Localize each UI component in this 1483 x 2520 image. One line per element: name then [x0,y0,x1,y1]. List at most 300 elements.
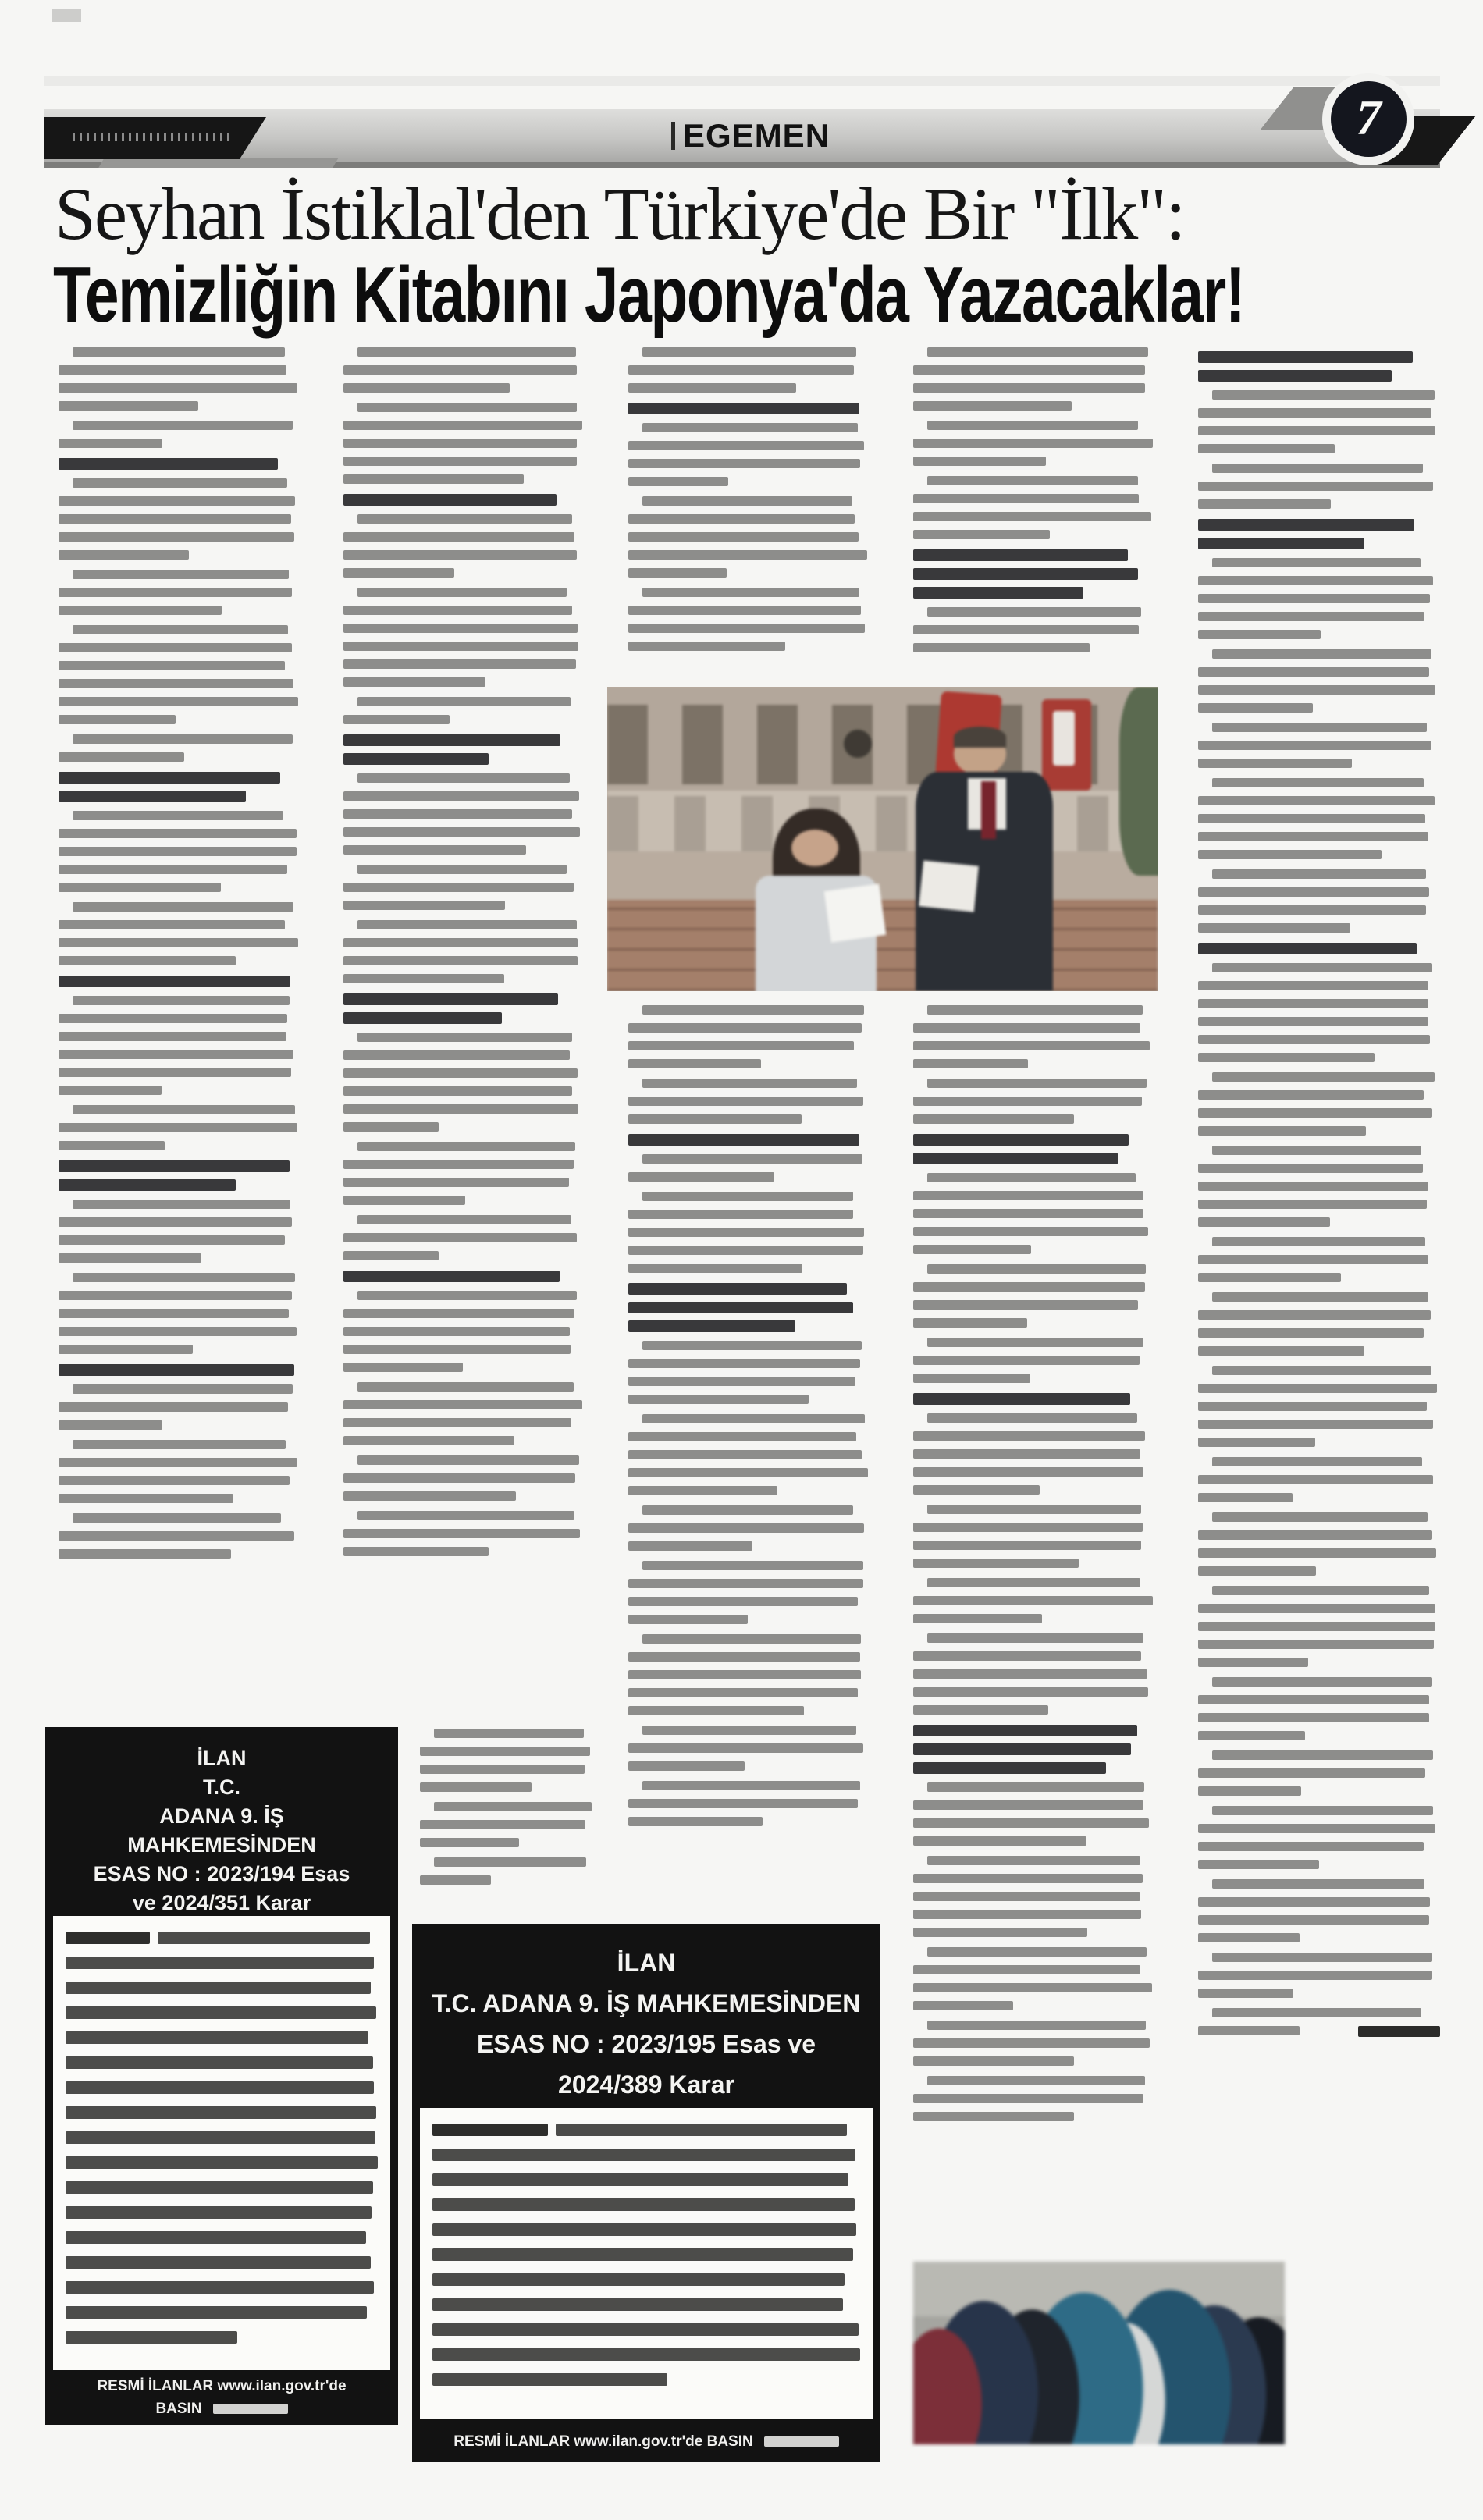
paragraph-block [913,1505,1155,1568]
author-signature [1358,2026,1440,2037]
text-line [343,439,577,448]
text-line [628,1450,862,1459]
notice-1-title [45,1727,398,1918]
text-line [73,347,285,357]
text-line [913,1743,1131,1755]
text-line [1198,1971,1432,1980]
text-line [59,383,297,393]
text-line [913,1300,1138,1310]
text-line [59,606,222,615]
text-line [59,1327,297,1336]
text-line [642,1154,862,1164]
text-line [642,1561,863,1570]
notice-2-body [420,2108,873,2419]
paragraph-block [343,1291,585,1372]
text-line [628,365,854,375]
notice-text-fragment [432,2273,845,2286]
text-line [1212,1586,1429,1595]
paragraph-block [628,1726,870,1771]
text-line [59,1160,290,1172]
notice-text-line [432,2273,860,2286]
paragraph-block [628,1414,870,1495]
text-line [59,1086,162,1095]
signature-line [1198,2026,1440,2035]
text-line [1198,814,1425,823]
text-line [1198,685,1435,695]
text-line [913,2038,1150,2048]
notice-text-line [66,2056,378,2069]
text-line [59,976,290,987]
notice-text-fragment [66,2081,374,2094]
text-line [1198,1475,1433,1484]
notice-text-fragment [66,1982,371,1994]
legal-notice-2 [412,1924,880,2462]
text-line [343,883,574,892]
text-line [59,1549,231,1559]
text-line [1212,963,1432,972]
paragraph-block [343,734,585,765]
paragraph-block [628,1341,870,1404]
date-banner-text-blur [73,133,229,141]
text-line [628,1246,863,1255]
text-line [343,532,574,542]
notice-footer-text: BASIN [155,2401,202,2417]
text-line [343,753,489,765]
text-line [913,1153,1118,1164]
text-line [1212,1072,1435,1082]
paragraph-block [59,976,301,987]
text-line [357,1215,571,1224]
text-line [420,1838,519,1847]
text-line [1198,1017,1428,1026]
notice-text-line [66,2256,378,2269]
paragraph-block [913,1173,1155,1254]
notice-text-fragment [66,2256,371,2269]
text-line [59,514,291,524]
text-line [913,549,1128,561]
text-line [642,1079,857,1088]
text-line [420,1875,491,1885]
article-column-4-lower [913,1005,1155,2131]
text-line [913,1541,1141,1550]
notice-text-fragment [66,2206,372,2219]
text-line [1212,1292,1428,1302]
text-line [357,1455,579,1465]
text-line [1198,1731,1305,1740]
text-line [913,1023,1140,1033]
text-line [59,1494,233,1503]
text-line [343,457,577,466]
notice-text-line [66,1932,378,1944]
notice-text-line [66,2131,378,2144]
text-line [1198,1604,1435,1613]
text-line [628,1468,868,1477]
text-line [1212,390,1435,400]
paragraph-block [628,423,870,486]
paragraph-block [343,1271,585,1282]
text-line [343,1122,439,1132]
text-line [913,1282,1145,1292]
text-line [1198,1090,1424,1100]
paragraph-block [420,1857,593,1885]
paragraph-block [343,1033,585,1132]
text-line [1212,778,1424,787]
text-line [1198,1824,1435,1833]
paragraph-block [913,347,1155,411]
text-line [628,624,865,633]
text-line [628,1688,858,1697]
notice-title-line: 2024/389 Karar [558,2070,734,2099]
paragraph-block [1198,1879,1440,1942]
text-line [642,1005,864,1015]
text-line [357,1033,572,1042]
text-line [1198,1860,1319,1869]
text-line [73,1384,293,1394]
text-line [642,496,852,506]
paragraph-block [1198,1750,1440,1796]
text-line [343,677,485,687]
paragraph-block [59,734,301,762]
text-line [1212,1457,1422,1466]
paragraph-block [343,1142,585,1205]
notice-footer-text: RESMİ İLANLAR www.ilan.gov.tr'de [97,2378,347,2394]
text-line [1198,1842,1424,1851]
paragraph-block [59,347,301,411]
text-line [343,1547,489,1556]
text-line [913,439,1153,448]
text-line [343,1178,569,1187]
text-line [343,550,577,560]
text-line [628,550,867,560]
notice-footer-number-blur [764,2436,839,2447]
text-line [343,1400,582,1409]
text-line [628,1172,774,1182]
text-line [628,383,796,393]
text-line [343,474,524,484]
text-line [59,365,286,375]
text-line [59,1217,292,1227]
text-line [343,845,526,855]
text-line [59,1458,297,1467]
paragraph-block [913,1633,1155,1715]
text-line [59,1179,236,1191]
text-line [343,568,454,578]
paragraph-block [420,1802,593,1847]
text-line [73,996,290,1005]
text-line [628,1302,853,1313]
notice-text-line [66,2231,378,2244]
text-line [1198,1786,1301,1796]
text-line [343,1473,575,1483]
text-line [927,1633,1143,1643]
paragraph-block [1198,558,1440,639]
text-line [73,811,283,820]
notice-text-line [66,2181,378,2194]
text-line [59,847,297,856]
paragraph-block [1198,649,1440,713]
text-line [913,1318,1027,1328]
paragraph-block [628,1079,870,1124]
text-line [913,1431,1145,1441]
paragraph-block [628,403,870,414]
paragraph-block [913,421,1155,466]
article-column-2-lower [420,1729,593,1895]
text-line [628,1114,802,1124]
text-line [1198,1768,1425,1778]
notice-footer-line [453,2432,838,2451]
text-line [628,1023,862,1033]
text-line [1198,538,1364,549]
students-and-principal-photo [607,687,1158,991]
article-column-1 [59,347,301,1569]
text-line [1198,943,1417,954]
text-line [913,1559,1079,1568]
text-line [628,514,855,524]
paragraph-block [59,478,301,560]
text-line [1198,1713,1429,1722]
text-line [628,1670,861,1679]
text-line [642,1726,856,1735]
text-line [59,938,298,947]
text-line [913,1892,1140,1901]
notice-title-line: İLAN [617,1949,676,1977]
text-line [343,1104,578,1114]
text-line [59,791,246,802]
text-line [73,570,289,579]
text-line [1212,1806,1433,1815]
text-line [913,1449,1140,1459]
text-line [343,642,578,651]
text-line [628,1395,809,1404]
text-line [59,550,189,560]
text-line [642,423,858,432]
text-line [343,1251,439,1260]
text-line [1198,981,1428,990]
notice-title-line: ADANA 9. İŞ [159,1804,284,1828]
text-line [1212,1366,1431,1375]
text-line [59,829,297,838]
text-line [1198,1126,1366,1136]
text-line [434,1729,584,1738]
text-line [343,421,582,430]
paragraph-block [59,1160,301,1191]
text-line [420,1765,585,1774]
text-line [357,773,570,783]
paragraph-block [913,1264,1155,1328]
text-line-fragment [1198,2026,1300,2035]
paragraph-block [59,1440,301,1503]
corner-mark [52,9,81,22]
notice-text-fragment [556,2124,847,2136]
notice-text-fragment [432,2173,848,2186]
text-line [1198,923,1350,933]
text-line [913,587,1083,599]
text-line [1198,1053,1375,1062]
text-line [913,1467,1143,1477]
text-line [1198,408,1431,418]
paragraph-block [59,570,301,615]
paragraph-block [59,625,301,724]
text-line [73,1273,295,1282]
text-line [343,809,572,819]
text-line [913,643,1090,652]
text-line [1198,741,1431,750]
text-line [628,1706,804,1715]
notice-text-fragment [432,2149,855,2161]
paragraph-block [1198,1072,1440,1136]
paragraph-block [343,1382,585,1445]
text-line [343,383,510,393]
notice-text-fragment [432,2373,667,2386]
text-line [1198,630,1321,639]
text-line [343,715,450,724]
paragraph-block [628,1283,870,1332]
text-line [913,1800,1143,1810]
article-column-2 [343,347,585,1566]
paragraph-block [628,1505,870,1551]
text-line [628,642,785,651]
text-line [1212,869,1426,879]
text-line [343,1012,502,1024]
text-line [59,1253,201,1263]
notice-text-line [432,2223,860,2236]
text-line [913,401,1072,411]
text-line [628,1432,856,1441]
text-line [927,2076,1145,2085]
notice-text-line [432,2248,860,2261]
paragraph-block [343,347,585,393]
paragraph-block [913,1338,1155,1383]
text-line [913,568,1138,580]
paragraph-block [420,1729,593,1792]
text-line [642,1192,853,1201]
text-line [1212,2008,1421,2017]
text-line [59,1050,293,1059]
text-line [59,697,298,706]
text-line [1212,1237,1425,1246]
text-line [628,1320,795,1332]
text-line [927,1782,1144,1792]
paragraph-block [913,1413,1155,1495]
paragraph-block [343,1215,585,1260]
notice-text-lead [66,1932,150,1944]
text-line [1198,612,1424,621]
text-line [343,365,577,375]
paragraph-block [628,1134,870,1146]
text-line [73,625,288,634]
text-line [59,865,287,874]
text-line [59,956,236,965]
text-line [628,1134,859,1146]
paragraph-block [913,1005,1155,1068]
text-line [628,1041,854,1050]
text-line [59,1291,292,1300]
text-line [628,1264,802,1273]
paragraph-block [343,514,585,578]
text-line [357,514,572,524]
text-line [73,1440,286,1449]
text-line [913,1965,1140,1974]
text-line [1212,558,1421,567]
notice-text-line [432,2373,860,2386]
paragraph-block [1198,1512,1440,1576]
text-line [73,421,293,430]
text-line [913,1523,1143,1532]
article-column-3-lower [628,1005,870,1836]
text-line [628,606,861,615]
text-line [1198,759,1352,768]
text-line [59,1476,290,1485]
text-line [1198,1695,1429,1704]
text-line [628,1486,777,1495]
text-line [1198,1346,1364,1356]
text-line [59,752,184,762]
text-line [343,659,576,669]
date-banner [44,117,266,159]
text-line [1212,1750,1433,1760]
text-line [1198,576,1433,585]
text-line [927,2021,1146,2030]
text-line [628,477,728,486]
text-line [1212,1677,1432,1687]
text-line [73,478,287,488]
paragraph-block [913,1079,1155,1124]
text-line [628,1615,748,1624]
paragraph-block [1198,2008,1440,2035]
text-line [642,1505,853,1515]
text-line [357,1291,577,1300]
notice-2-footer [412,2422,880,2461]
paragraph-block [1198,1806,1440,1869]
notice-text-line [66,2106,378,2119]
text-line [1198,1420,1433,1429]
text-line [59,588,292,597]
legal-notice-1 [45,1727,398,2425]
notice-text-line [66,2156,378,2169]
text-line [913,1245,1031,1254]
paragraph-block [1198,519,1440,549]
paragraph-block [913,1725,1155,1774]
text-line [343,1271,560,1282]
text-line [1198,1108,1432,1118]
text-line [1198,499,1331,509]
text-line [913,2056,1074,2066]
text-line [59,920,285,929]
text-line [927,1413,1137,1423]
text-line [913,1059,1028,1068]
text-line [59,439,162,448]
notice-text-fragment [66,2031,368,2044]
text-line [343,974,504,983]
text-line [343,1418,571,1427]
notice-text-fragment [432,2348,860,2361]
text-line [927,421,1138,430]
text-line [1198,667,1429,677]
text-line [59,1345,193,1354]
text-line [642,1414,865,1423]
text-line [1198,832,1428,841]
text-line [357,697,571,706]
paragraph-block [343,697,585,724]
paragraph-block [1198,1292,1440,1356]
article-column-5 [1198,347,1440,2046]
text-line [927,1856,1140,1865]
text-line [1198,796,1435,805]
text-line [343,1160,574,1169]
paragraph-block [1198,1457,1440,1502]
notice-footer-line [155,2399,287,2419]
headline-primary: Seyhan İstiklal'den Türkiye'de Bir "İlk": [55,172,1185,255]
